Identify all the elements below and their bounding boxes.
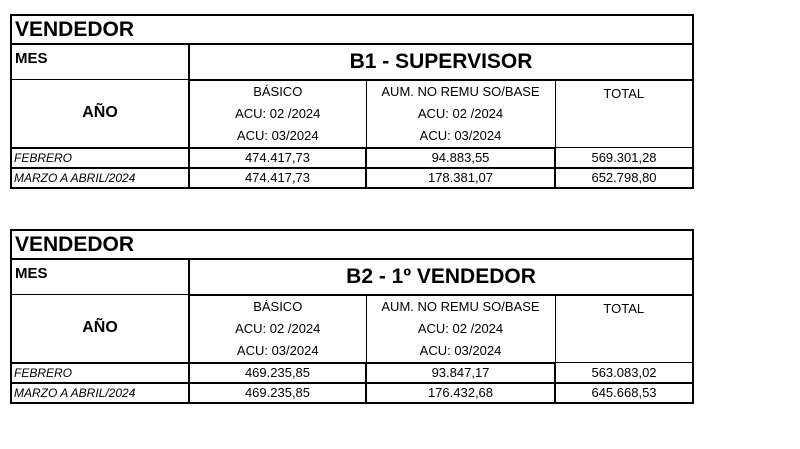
col-basico: BÁSICO (189, 295, 366, 318)
total-value: 645.668,53 (555, 383, 693, 403)
aum-acu2: ACU: 03/2024 (366, 125, 555, 148)
mes-label: MES (11, 259, 189, 295)
aum-value: 176.432,68 (366, 383, 555, 403)
category-title: B2 - 1º VENDEDOR (189, 259, 693, 295)
basico-acu2: ACU: 03/2024 (189, 125, 366, 148)
basico-value: 474.417,73 (189, 168, 366, 188)
table-row (11, 363, 693, 383)
table-row (11, 168, 693, 188)
category-title: B1 - SUPERVISOR (189, 44, 693, 80)
period-label: FEBRERO (11, 363, 189, 383)
mes-label: MES (11, 44, 189, 80)
anio-label: AÑO (11, 80, 189, 148)
basico-value: 469.235,85 (189, 383, 366, 403)
aum-value: 178.381,07 (366, 168, 555, 188)
total-value: 652.798,80 (555, 168, 693, 188)
table-title: VENDEDOR (11, 230, 693, 259)
col-aum: AUM. NO REMU SO/BASE (366, 80, 555, 103)
aum-value: 94.883,55 (366, 148, 555, 168)
basico-value: 474.417,73 (189, 148, 366, 168)
basico-acu2: ACU: 03/2024 (189, 340, 366, 363)
basico-value: 469.235,85 (189, 363, 366, 383)
table-row (11, 383, 693, 403)
basico-acu1: ACU: 02 /2024 (189, 103, 366, 125)
table-row (11, 148, 693, 168)
aum-acu1: ACU: 02 /2024 (366, 103, 555, 125)
basico-acu1: ACU: 02 /2024 (189, 318, 366, 340)
total-value: 563.083,02 (555, 363, 693, 383)
anio-label: AÑO (11, 295, 189, 363)
col-basico: BÁSICO (189, 80, 366, 103)
period-label: MARZO A ABRIL/2024 (11, 383, 189, 403)
col-total: TOTAL (555, 295, 693, 363)
total-value: 569.301,28 (555, 148, 693, 168)
table-title: VENDEDOR (11, 15, 693, 44)
col-aum: AUM. NO REMU SO/BASE (366, 295, 555, 318)
salary-table-b1 (10, 14, 692, 189)
period-label: FEBRERO (11, 148, 189, 168)
aum-value: 93.847,17 (366, 363, 555, 383)
aum-acu2: ACU: 03/2024 (366, 340, 555, 363)
period-label: MARZO A ABRIL/2024 (11, 168, 189, 188)
col-total: TOTAL (555, 80, 693, 148)
aum-acu1: ACU: 02 /2024 (366, 318, 555, 340)
salary-table-b2 (10, 229, 692, 404)
